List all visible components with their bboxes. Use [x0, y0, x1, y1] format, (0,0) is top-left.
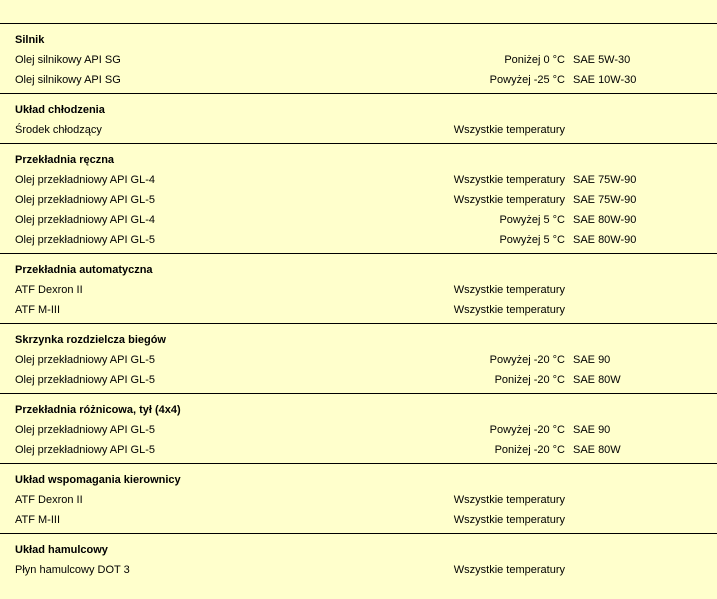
spec-section: [0, 253, 717, 323]
spec-row: [0, 120, 717, 140]
viscosity-grade: SAE 5W-30: [573, 54, 631, 66]
spec-row: [0, 190, 717, 210]
fluid-name: ATF M-III: [15, 514, 61, 526]
viscosity-grade: SAE 75W-90: [573, 194, 637, 206]
fluid-name: Płyn hamulcowy DOT 3: [15, 564, 130, 576]
temperature-range: Wszystkie temperatury: [453, 494, 565, 506]
fluid-name: Olej przekładniowy API GL-5: [15, 424, 156, 436]
spec-row: [0, 230, 717, 250]
fluid-name: Olej przekładniowy API GL-4: [15, 174, 156, 186]
temperature-range: Powyżej 5 °C: [499, 234, 565, 246]
temperature-range: Poniżej -20 °C: [494, 444, 565, 456]
temperature-range: Powyżej -20 °C: [489, 354, 565, 366]
fluid-name: Środek chłodzący: [15, 124, 102, 136]
viscosity-grade: SAE 80W: [573, 374, 621, 386]
viscosity-grade: SAE 90: [573, 424, 611, 436]
section-title: Silnik: [15, 34, 45, 46]
temperature-range: Wszystkie temperatury: [453, 124, 565, 136]
spec-row: [0, 70, 717, 90]
fluid-name: Olej przekładniowy API GL-5: [15, 194, 156, 206]
temperature-range: Wszystkie temperatury: [453, 304, 565, 316]
spec-row: [0, 490, 717, 510]
section-title: Skrzynka rozdzielcza biegów: [15, 334, 166, 346]
spec-section: [0, 533, 717, 583]
fluid-name: Olej silnikowy API SG: [15, 74, 121, 86]
viscosity-grade: SAE 90: [573, 354, 611, 366]
section-title: Układ hamulcowy: [15, 544, 108, 556]
fluid-name: ATF M-III: [15, 304, 61, 316]
viscosity-grade: SAE 80W: [573, 444, 621, 456]
temperature-range: Wszystkie temperatury: [453, 194, 565, 206]
viscosity-grade: SAE 75W-90: [573, 174, 637, 186]
temperature-range: Poniżej -20 °C: [494, 374, 565, 386]
section-title: Układ chłodzenia: [15, 104, 105, 116]
spec-row: [0, 280, 717, 300]
fluid-name: Olej silnikowy API SG: [15, 54, 121, 66]
spec-row: [0, 370, 717, 390]
temperature-range: Wszystkie temperatury: [453, 284, 565, 296]
fluid-name: Olej przekładniowy API GL-5: [15, 374, 156, 386]
section-title: Przekładnia automatyczna: [15, 264, 153, 276]
spec-row: [0, 50, 717, 70]
fluid-name: Olej przekładniowy API GL-5: [15, 444, 156, 456]
spec-section: [0, 143, 717, 253]
temperature-range: Powyżej 5 °C: [499, 214, 565, 226]
section-title: Przekładnia różnicowa, tył (4x4): [15, 404, 181, 416]
spec-section: [0, 23, 717, 93]
viscosity-grade: SAE 80W-90: [573, 214, 637, 226]
spec-row: [0, 170, 717, 190]
viscosity-grade: SAE 80W-90: [573, 234, 637, 246]
spec-row: [0, 510, 717, 530]
spec-row: [0, 560, 717, 580]
spec-section: [0, 93, 717, 143]
temperature-range: Powyżej -25 °C: [489, 74, 565, 86]
fluid-spec-table: [0, 23, 717, 583]
fluid-name: ATF Dexron II: [15, 494, 83, 506]
fluid-name: Olej przekładniowy API GL-5: [15, 234, 156, 246]
temperature-range: Poniżej 0 °C: [504, 54, 565, 66]
spec-section: [0, 463, 717, 533]
section-title: Przekładnia ręczna: [15, 154, 115, 166]
temperature-range: Wszystkie temperatury: [453, 514, 565, 526]
temperature-range: Powyżej -20 °C: [489, 424, 565, 436]
spec-section: [0, 393, 717, 463]
section-title: Układ wspomagania kierownicy: [15, 474, 181, 486]
temperature-range: Wszystkie temperatury: [453, 564, 565, 576]
spec-row: [0, 210, 717, 230]
viscosity-grade: SAE 10W-30: [573, 74, 637, 86]
spec-section: [0, 323, 717, 393]
fluid-name: Olej przekładniowy API GL-5: [15, 354, 156, 366]
temperature-range: Wszystkie temperatury: [453, 174, 565, 186]
fluid-name: ATF Dexron II: [15, 284, 83, 296]
spec-row: [0, 350, 717, 370]
fluid-name: Olej przekładniowy API GL-4: [15, 214, 156, 226]
spec-row: [0, 440, 717, 460]
spec-row: [0, 300, 717, 320]
spec-row: [0, 420, 717, 440]
